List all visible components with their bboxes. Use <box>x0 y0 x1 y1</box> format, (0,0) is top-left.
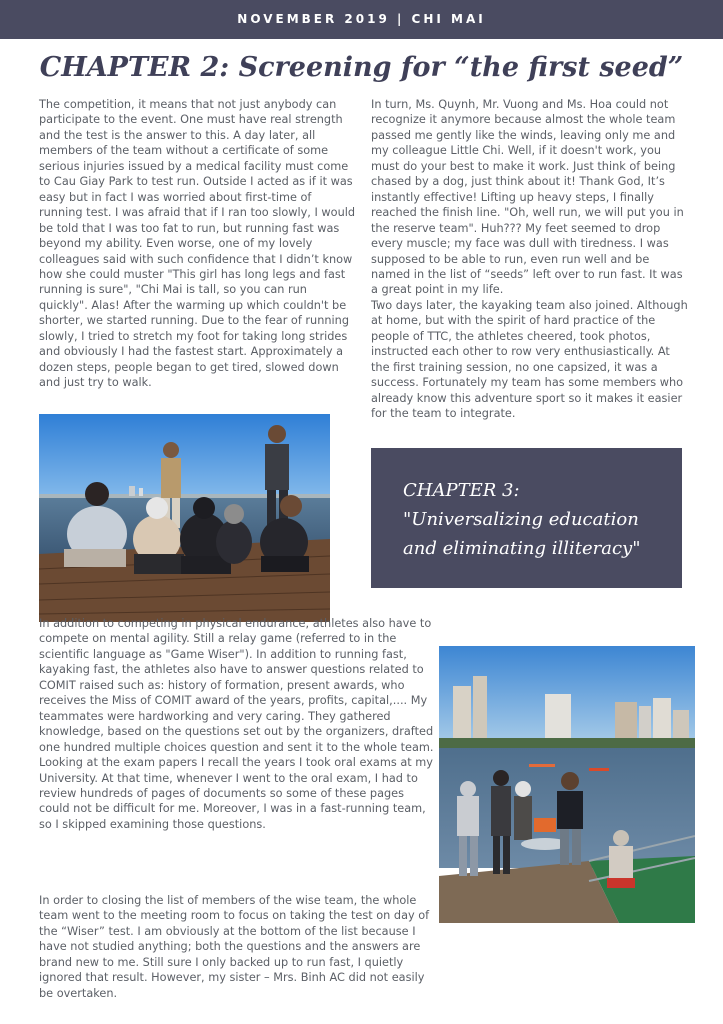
team-group-photo <box>39 414 330 622</box>
bottom-paragraph-2: In order to closing the list of members of the wise team, the whole team went to the meeting room to focus on taking the test on day of the “Wiser” test. I am obviously at the bottom of the list because I have not studied anything; both the questions and the answers are brand new to me. Still sure I only backed up to run fast, I quietly ignored that result. However, my sister – Mrs. Binh AC did not easily be overtaken. <box>39 894 430 1000</box>
header-bar <box>0 0 723 39</box>
chapter-3-box <box>371 448 682 588</box>
left-column-text: The competition, it means that not just anybody can participate to the event. One must have real strength and the test is the answer to this. A day later, all members of the team without a certificate of some serious injuries issued by a medical facility must come to Cau Giay Park to test run. Outside I acted as if it was easy but in fact I was worried about first-time of running test. I was afraid that if I ran too slowly, I would be told that I was too fat to run, but running fast was beyond my ability. Even worse, one of my lovely colleagues said with such confidence that I didn’t know how she could muster "This girl has long legs and fast running is sure", "Chi Mai is tall, so you can run quickly". Alas! After the warming up which couldn't be shorter, we started running. Due to the fear of running slowly, I tried to stretch my foot for taking long strides and obviously I had the fastest start. Approximately a dozen steps, people began to get tired, slowed down and just try to walk. <box>39 98 356 390</box>
chapter-3-heading <box>403 476 673 563</box>
kayak-lake-photo <box>439 646 695 923</box>
chapter-3-label: CHAPTER 3: <box>403 480 520 501</box>
chapter-3-subtitle: "Universalizing education and eliminating illiteracy" <box>403 509 641 559</box>
chapter-2-title: CHAPTER 2: Screening for “the first seed” <box>39 52 684 83</box>
header-date-author: NOVEMBER 2019 | CHI MAI <box>237 12 486 26</box>
right-column-text: In turn, Ms. Quynh, Mr. Vuong and Ms. Hoa could not recognize it anymore because almost the whole team passed me gently like the winds, leaving only me and my colleague Little Chi. Well, if it doesn't work, you must do your best to make it work. Just think of being chased by a dog, just think about it! Thank God, It’s instantly effective! Lifting up heavy steps, I finally reached the finish line. "Oh, well run, we will put you in the reserve team". Huh??? My feet seemed to drop every muscle; my face was dull with tiredness. I was supposed to be able to run, even run well and be named in the list of “seeds” left over to run fast. It was a great point in my life. Two days later, the kayaking team also joined. Although at home, but with the spirit of hard practice of the people of TTC, the athletes cheered, took photos, instructed each other to row very enthusiastically. At the first training session, no one capsized, it was a success. Fortunately my team has some members who already know this adventure sport so it makes it easier for the team to integrate. <box>371 98 688 421</box>
bottom-paragraph-1: In addition to competing in physical endurance, athletes also have to compete on mental agility. Still a relay game (referred to in the scientific language as "Game Wiser"). In addition to running fast, kayaking fast, the athletes also have to answer questions related to COMIT raised such as: history of formation, present awards, who receives the Miss of COMIT award of the years, profits, capital,.... My teammates were hardworking and very caring. They gathered knowledge, based on the questions set out by the organizers, drafted one hundred multiple choices question and sent it to the whole team. Looking at the exam papers I recall the years I took oral exams at my University. At that time, whenever I went to the oral exam, I had to review hundreds of pages of documents so some of these pages could not be difficult for me. Moreover, I was in a fast-running team, so I skipped examining those questions. <box>39 617 434 831</box>
